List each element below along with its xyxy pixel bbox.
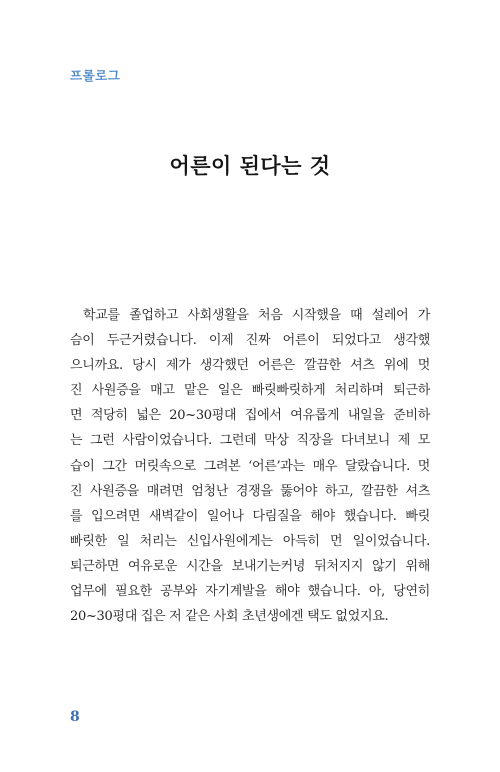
paragraph-line: 면 적당히 넓은 20~30평대 집에서 여유롭게 내일을 준비하 xyxy=(70,408,430,424)
chapter-title: 어른이 된다는 것 xyxy=(169,154,331,178)
section-label: 프롤로그 xyxy=(70,68,121,83)
paragraph-line: 학교를 졸업하고 사회생활을 처음 시작했을 때 설레어 가 xyxy=(83,308,430,323)
body-paragraph xyxy=(70,303,430,629)
paragraph-line: 는 그런 사람이었습니다. 그런데 막상 직장을 다녀보니 제 모 xyxy=(70,433,430,449)
page-number: 8 xyxy=(70,709,80,725)
paragraph-line: 20~30평대 집은 저 같은 사회 초년생에겐 택도 없었지요. xyxy=(70,609,389,625)
paragraph-line: 진 사원증을 매고 맡은 일은 빠릿빠릿하게 처리하며 퇴근하 xyxy=(70,383,430,399)
paragraph-line: 퇴근하면 여유로운 시간을 보내기는커녕 뒤처지지 않기 위해 xyxy=(70,558,430,574)
paragraph-line: 업무에 필요한 공부와 자기계발을 해야 했습니다. 아, 당연히 xyxy=(70,584,430,600)
paragraph-line: 으니까요. 당시 제가 생각했던 어른은 깔끔한 셔츠 위에 멋 xyxy=(70,358,430,374)
paragraph-line: 슴이 두근거렸습니다. 이제 진짜 어른이 되었다고 생각했 xyxy=(70,333,430,349)
paragraph-line: 습이 그간 머릿속으로 그려본 ‘어른’과는 매우 달랐습니다. 멋 xyxy=(70,458,430,474)
paragraph-line: 진 사원증을 매려면 엄청난 경쟁을 뚫어야 하고, 깔끔한 셔츠 xyxy=(70,483,430,499)
paragraph-line: 를 입으려면 새벽같이 일어나 다림질을 해야 했습니다. 빠릿 xyxy=(70,508,430,524)
paragraph-line: 빠릿한 일 처리는 신입사원에게는 아득히 먼 일이었습니다. xyxy=(70,533,430,549)
